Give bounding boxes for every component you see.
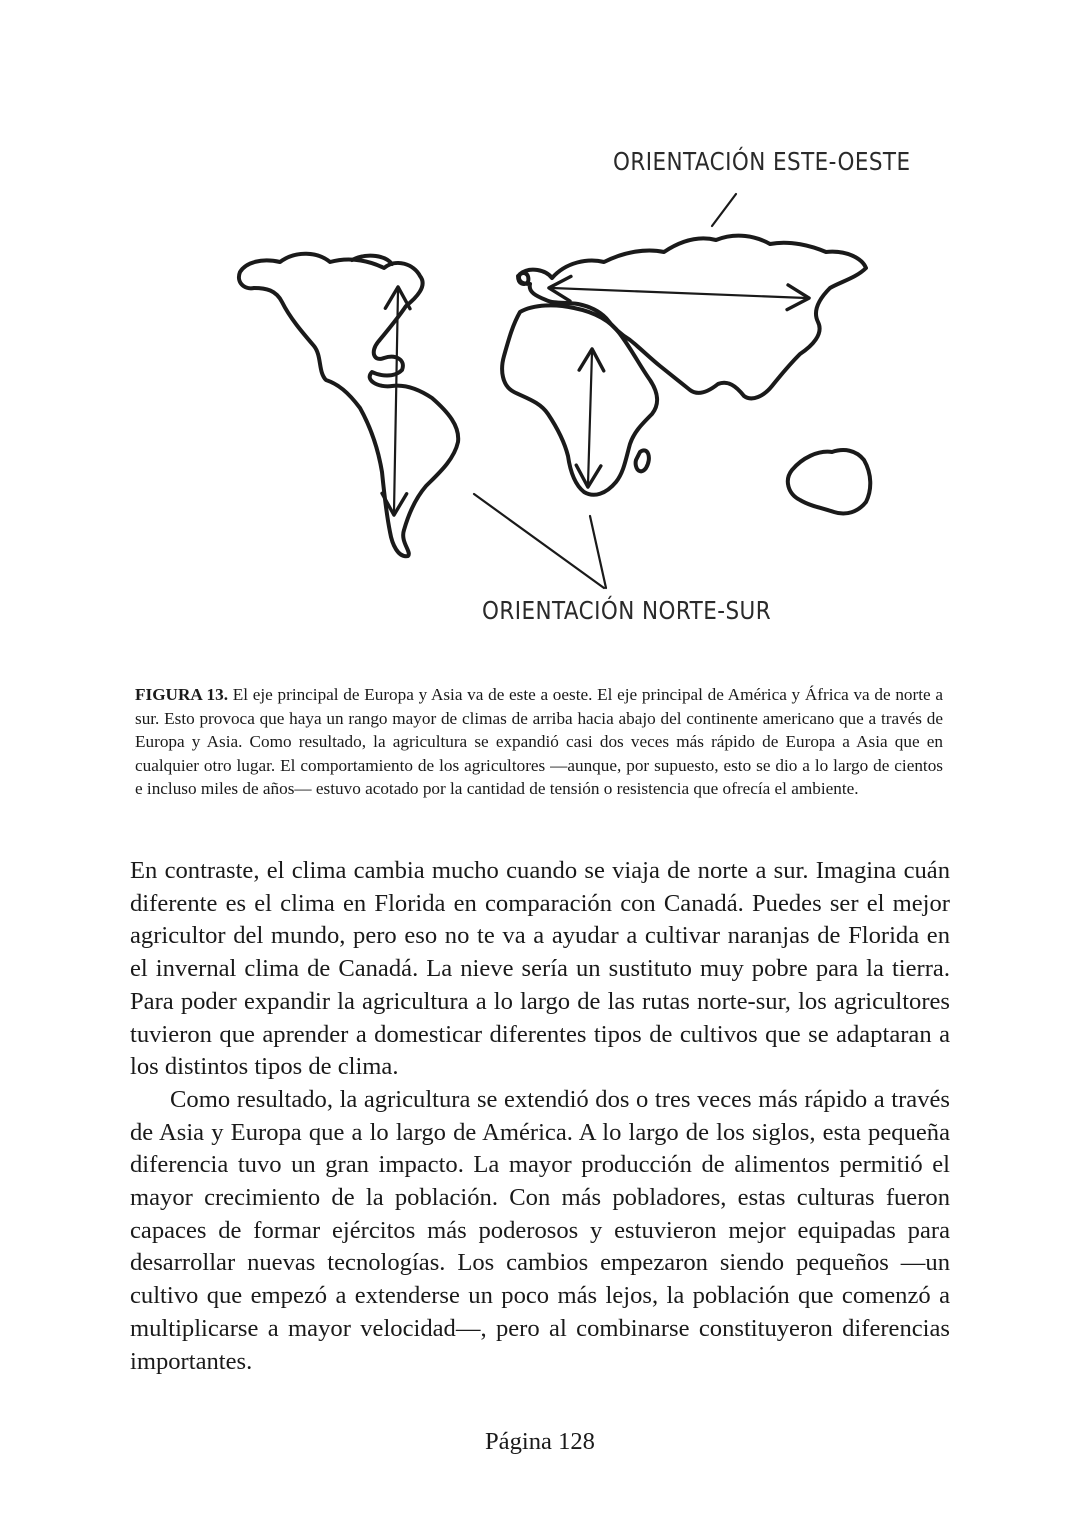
north-south-pointer-line-americas bbox=[474, 494, 604, 588]
paragraph-2: Como resultado, la agricultura se extendió dos o tres veces más rápido a través de Asia y Europa que a lo largo de América. A lo largo de los siglos, esta pequeña diferencia tuvo un gran impacto. La mayor producción de alimentos permitió el mayor crecimiento de la población. Con más pobladores, estas culturas fueron capaces de formar ejércitos más poderosos y estuvieron mejor equipadas para desarrollar nuevas tecnologías. Los cambios empezaron siendo pequeños —un cultivo que empezó a extenderse un poco más lejos, la población que comenzó a multiplicarse a mayor velocidad—, pero al combinarse constituyeron diferencias importantes. bbox=[130, 1085, 950, 1375]
eurasia-east-west-arrow bbox=[552, 288, 806, 298]
world-map-figure bbox=[0, 0, 1080, 660]
madagascar-outline bbox=[636, 450, 649, 471]
australia-outline bbox=[788, 450, 870, 513]
figure-caption bbox=[135, 683, 943, 801]
world-map-drawing bbox=[0, 0, 1080, 660]
americas-outline bbox=[239, 254, 458, 556]
figure-caption-text: El eje principal de Europa y Asia va de este a oeste. El eje principal de América y África va de norte a sur. Esto provoca que haya un rango mayor de climas de arriba hacia abajo del continente americano que a través de Europa y Asia. Como resultado, la agricultura se expandió casi dos veces más rápido de Europa a Asia que en cualquier otro lugar. El comportamiento de los agricultores —aunque, por supuesto, esto se dio a lo largo de cientos e incluso miles de años— estuvo acotado por la cantidad de tensión o resistencia que ofrecía el ambiente. bbox=[135, 685, 943, 798]
east-west-pointer-line bbox=[712, 194, 736, 226]
north-south-pointer-line-africa bbox=[590, 516, 606, 588]
east-west-orientation-label: ORIENTACIÓN ESTE-OESTE bbox=[613, 147, 911, 176]
eurasia-outline bbox=[519, 236, 866, 399]
paragraph-1: En contraste, el clima cambia mucho cuando se viaja de norte a sur. Imagina cuán diferente es el clima en Florida en comparación con Canadá. Puedes ser el mejor agricultor del mundo, pero eso no te va a ayudar a cultivar naranjas de Florida en el invernal clima de Canadá. La nieve sería un sustituto muy pobre para la tierra. Para poder expandir la agricultura a lo largo de las rutas norte-sur, los agricultores tuvieron que aprender a domesticar diferentes tipos de cultivos que se adaptaran a los distintos tipos de clima. bbox=[130, 857, 950, 1081]
africa-north-south-arrow bbox=[588, 352, 592, 484]
north-south-orientation-label: ORIENTACIÓN NORTE-SUR bbox=[482, 596, 772, 625]
figure-caption-lead: FIGURA 13. bbox=[135, 685, 229, 704]
body-text bbox=[130, 855, 950, 1378]
page-number: Página 128 bbox=[485, 1428, 595, 1455]
british-isles-outline bbox=[518, 273, 528, 284]
